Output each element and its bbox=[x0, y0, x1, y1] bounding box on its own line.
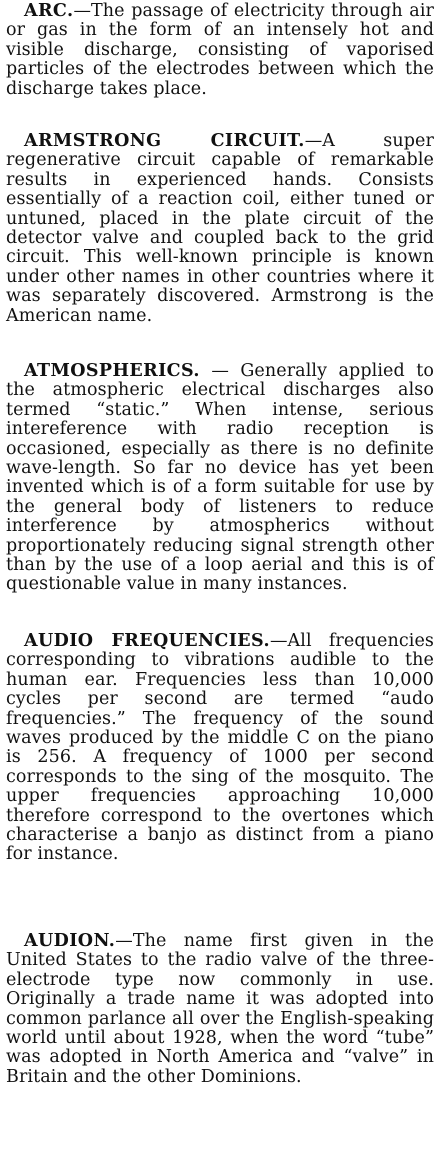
entry-term: AUDIO FREQUENCIES. bbox=[24, 631, 270, 651]
entry-paragraph bbox=[6, 2, 434, 99]
entry-atmospherics bbox=[6, 362, 434, 632]
entry-term: ARC. bbox=[24, 1, 74, 21]
entry-definition: — Generally applied to the atmospheric electrical discharges also termed “static.” When intense, serious intereference with radio reception is occasioned, especially as there is no definite wave-length. So far no device has yet been invented which is of a form suitable for use by the general body of listeners to reduce interference by atmospherics without proportionately reducing signal strength other than by the use of a loop aerial and this is of questionable value in many instances. bbox=[6, 361, 434, 595]
entry-term: ARMSTRONG CIRCUIT. bbox=[24, 131, 305, 151]
entry-armstrong-circuit bbox=[6, 132, 434, 362]
entry-audio-frequencies bbox=[6, 632, 434, 932]
entry-arc bbox=[6, 2, 434, 132]
entry-paragraph bbox=[6, 932, 434, 1087]
entry-paragraph bbox=[6, 132, 434, 326]
entry-term: AUDION. bbox=[24, 931, 116, 951]
entry-definition: —All frequencies corresponding to vibrations audible to the human ear. Frequencies less than 10,000 cycles per second are termed “audo frequencies.” The frequency of the sound waves produced by the middle C on the piano is 256. A frequency of 1000 per second corresponds to the sing of the mosquito. The upper frequencies approaching 10,000 therefore correspond to the overtones which characterise a banjo as distinct from a piano for instance. bbox=[6, 631, 434, 865]
entry-definition: —A super regenerative circuit capable of remarkable results in experienced hands. Consists essentially of a reaction coil, either tuned or untuned, placed in the plate circuit of the detector valve and coupled back to the grid circuit. This well-known principle is known under other names in other countries where it was separately discovered. Armstrong is the American name. bbox=[6, 131, 434, 326]
entry-paragraph bbox=[6, 362, 434, 595]
entry-term: ATMOSPHERICS. bbox=[24, 361, 200, 381]
entry-audion bbox=[6, 932, 434, 1087]
entry-definition: —The passage of electricity through air or gas in the form of an intensely hot and visible discharge, consisting of vaporised particles of the electrodes between which the discharge takes place. bbox=[6, 1, 434, 99]
entry-paragraph bbox=[6, 632, 434, 865]
entry-definition: —The name first given in the United States to the radio valve of the three-electrode type now commonly in use. Originally a trade name it was adopted into common parlance all over the English-speaking world until about 1928, when the word “tube” was adopted in North America and “valve” in Britain and the other Dominions. bbox=[6, 931, 434, 1087]
